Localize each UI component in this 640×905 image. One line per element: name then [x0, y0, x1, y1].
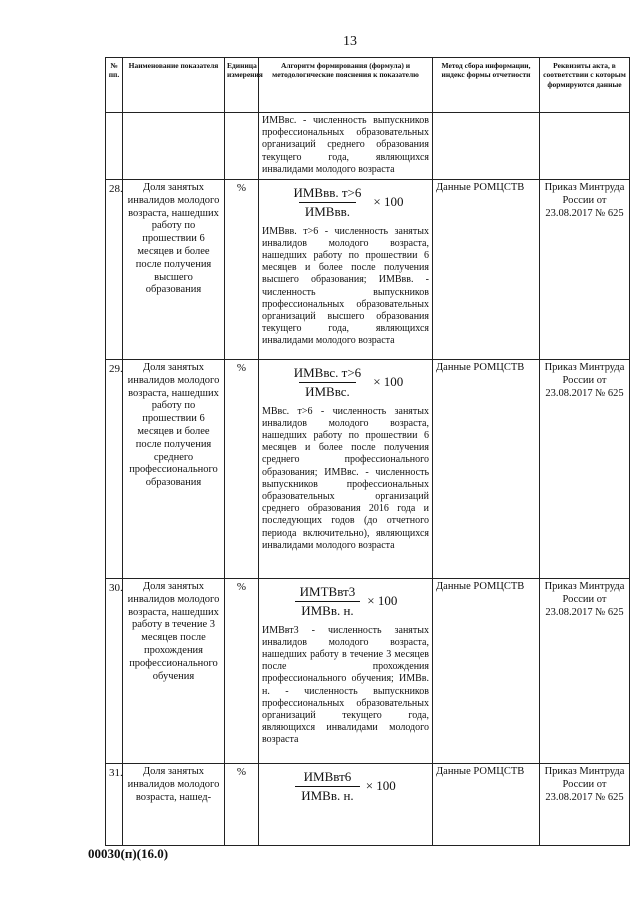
header-name: Наименование показателя: [123, 58, 225, 113]
formula-numerator: ИМТВвт3: [299, 584, 356, 599]
formula: [262, 182, 429, 226]
indicator-name: Доля занятых инвалидов молодого возраста, нашедших работу в течение 3 месяцев после прохождения профессионального обучения: [123, 579, 225, 764]
formula: [262, 362, 429, 406]
legal-act: Приказ Минтруда России от 23.08.2017 № 625: [540, 764, 630, 846]
header-num: № пп.: [106, 58, 123, 113]
formula-denominator: ИМВвс.: [299, 382, 356, 400]
page-number: 13: [343, 34, 357, 49]
table-row: [106, 764, 630, 846]
table-header-row: [106, 58, 630, 113]
indicator-name: Доля занятых инвалидов молодого возраста, нашедших работу по прошествии 6 месяцев и более после получения высшего образования: [123, 180, 225, 360]
table-row: [106, 579, 630, 764]
formula-denominator: ИМВв. н.: [295, 786, 359, 804]
document-code: 00030(п)(16.0): [88, 846, 169, 861]
header-algorithm: Алгоритм формирования (формула) и методологические пояснения к показателю: [259, 58, 433, 113]
formula-fraction: [287, 185, 367, 220]
formula-fraction: [294, 584, 362, 619]
formula-numerator: ИМВвв. т>6: [293, 185, 362, 200]
formula-fraction: [295, 769, 359, 804]
algorithm-cell: [259, 360, 433, 579]
unit: %: [225, 360, 259, 579]
algorithm-cell: [259, 180, 433, 360]
algorithm-cell: [259, 579, 433, 764]
continuation-text: ИМВвс. - численность выпускников профессиональных образовательных организаций среднего образования текущего года, являющихся инвалидами молодого возраста: [259, 113, 433, 180]
table-row: [106, 360, 630, 579]
formula-numerator: ИМВвс. т>6: [293, 365, 362, 380]
indicator-name: Доля занятых инвалидов молодого возраста, нашедших работу по прошествии 6 месяцев и более после получения среднего профессионального образования: [123, 360, 225, 579]
unit: %: [225, 764, 259, 846]
header-requisites: Реквизиты акта, в соответствии с которым формируются данные: [540, 58, 630, 113]
formula-explanation: ИМВвт3 - численность занятых инвалидов молодого возраста, нашедших работу в течение 3 месяцев после прохождения профессионального обучения; ИМВв. н. - численность выпускников профессиональных образовательных организаций текущего года, являющихся инвалидами молодого возраста: [262, 624, 429, 746]
indicator-name: Доля занятых инвалидов молодого возраста, нашед-: [123, 764, 225, 846]
formula-numerator: ИМВвт6: [303, 769, 352, 784]
formula-denominator: ИМВв. н.: [295, 601, 359, 619]
collection-method: Данные РОМЦСТВ: [433, 579, 540, 764]
collection-method: Данные РОМЦСТВ: [433, 360, 540, 579]
formula: [262, 581, 429, 625]
row-number: 31.: [106, 764, 123, 846]
legal-act: Приказ Минтруда России от 23.08.2017 № 625: [540, 360, 630, 579]
indicators-table: [105, 57, 630, 846]
collection-method: Данные РОМЦСТВ: [433, 180, 540, 360]
row-number: 29.: [106, 360, 123, 579]
algorithm-cell: [259, 764, 433, 846]
formula-explanation: ИМВвв. т>6 - численность занятых инвалидов молодого возраста, нашедших работу по прошествии 6 месяцев и более после получения высшего образования; ИМВвв. - численность выпускников профессиональных образовательных организаций высшего образования текущего года, являющихся инвалидами молодого возраста: [262, 225, 429, 347]
row-number: 30.: [106, 579, 123, 764]
formula-explanation: МВвс. т>6 - численность занятых инвалидов молодого возраста, нашедших работу по прошествии 6 месяцев и более после получения среднего профессионального образования; ИМВвс. - численность выпускников профессиональных образовательных организаций среднего образования 2016 года и последующих годов (до отчетного периода включительно), являющихся инвалидами молодого возраста: [262, 405, 429, 551]
formula-multiplier: × 100: [365, 778, 396, 794]
formula-fraction: [288, 365, 367, 400]
table-row: [106, 180, 630, 360]
legal-act: Приказ Минтруда России от 23.08.2017 № 625: [540, 579, 630, 764]
unit: %: [225, 180, 259, 360]
formula: [262, 766, 429, 810]
legal-act: Приказ Минтруда России от 23.08.2017 № 625: [540, 180, 630, 360]
unit: %: [225, 579, 259, 764]
row-number: 28.: [106, 180, 123, 360]
collection-method: Данные РОМЦСТВ: [433, 764, 540, 846]
formula-multiplier: × 100: [373, 194, 404, 210]
header-unit: Единица измерения: [225, 58, 259, 113]
formula-multiplier: × 100: [367, 593, 398, 609]
continuation-row: [106, 113, 630, 180]
formula-denominator: ИМВвв.: [299, 202, 356, 220]
header-method: Метод сбора информации, индекс формы отчетности: [433, 58, 540, 113]
formula-multiplier: × 100: [373, 374, 404, 390]
